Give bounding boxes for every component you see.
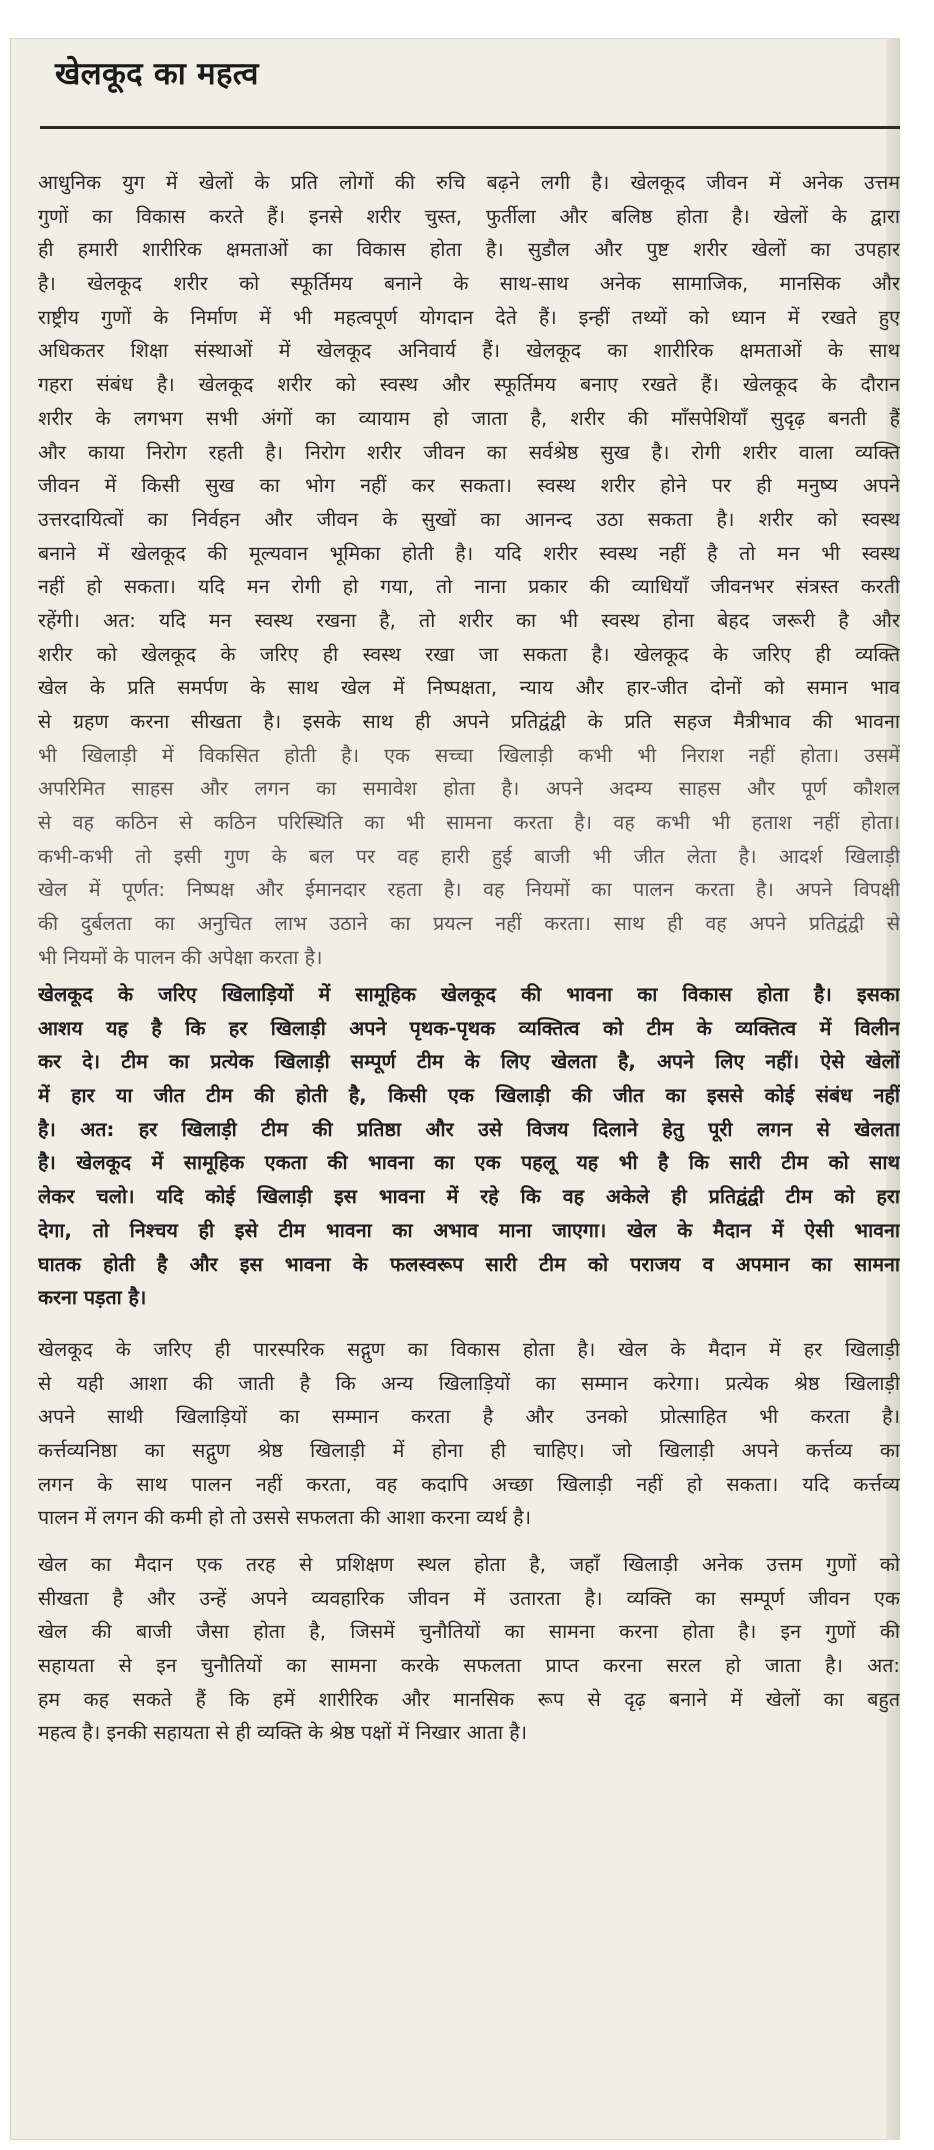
text-line: की दुर्बलता का अनुचित लाभ उठाने का प्रयत्न नहीं करता। साथ ही वह अपने प्रतिद्वंद्वी से <box>38 912 900 936</box>
text-line: अपने साथी खिलाड़ियों का सम्मान करता है और उनको प्रोत्साहित भी करता है। <box>38 1405 900 1429</box>
text-line: रहेंगी। अत: यदि मन स्वस्थ रखना है, तो शरीर का भी स्वस्थ होना बेहद जरूरी है और <box>38 608 900 632</box>
text-line: से ग्रहण करना सीखता है। इसके साथ ही अपने प्रतिद्वंद्वी के प्रति सहज मैत्रीभाव की भावना <box>38 710 900 733</box>
text-line: है। खेलकूद शरीर को स्फूर्तिमय बनाने के साथ-साथ अनेक सामाजिक, मानसिक और <box>38 272 900 296</box>
paragraph-training-ground <box>38 1548 900 1750</box>
text-line: आशय यह है कि हर खिलाड़ी अपने पृथक-पृथक व्यक्तित्व को टीम के व्यक्तित्व में विलीन <box>38 1016 900 1040</box>
text-line: गहरा संबंध है। खेलकूद शरीर को स्वस्थ और स्फूर्तिमय बनाए रखते हैं। खेलकूद के दौरान <box>38 373 900 397</box>
text-line: खेल की बाजी जैसा होता है, जिसमें चुनौतियों का सामना करना होता है। इन गुणों की <box>38 1620 900 1644</box>
paragraph-mutual-virtue <box>38 1333 900 1535</box>
text-line: हम कह सकते हैं कि हमें शारीरिक और मानसिक रूप से दृढ़ बनाने में खेलों का बहुत <box>38 1687 900 1711</box>
paragraph-team-spirit <box>38 978 900 1315</box>
text-line: खेलकूद के जरिए ही पारस्परिक सद्गुण का विकास होता है। खेल के मैदान में हर खिलाड़ी <box>38 1338 900 1361</box>
text-line: करना पड़ता है। <box>38 1286 147 1310</box>
text-line: लेकर चलो। यदि कोई खिलाड़ी इस भावना में रहे कि वह अकेले ही प्रतिद्वंद्वी टीम को हरा <box>38 1185 900 1209</box>
text-line: भी नियमों के पालन की अपेक्षा करता है। <box>38 945 323 969</box>
text-line: भी खिलाड़ी में विकसित होती है। एक सच्चा खिलाड़ी कभी भी निराश नहीं होता। उसमें <box>38 743 900 767</box>
text-line: कर दे। टीम का प्रत्येक खिलाड़ी सम्पूर्ण टीम के लिए खेलता है, अपने लिए नहीं। ऐसे खेलों <box>38 1050 900 1074</box>
text-line: खेल के प्रति समर्पण के साथ खेल में निष्पक्षता, न्याय और हार-जीत दोनों को समान भाव <box>38 676 900 700</box>
text-line: से वह कठिन से कठिन परिस्थिति का भी सामना करता है। वह कभी भी हताश नहीं होता। <box>38 811 900 835</box>
text-line: शरीर को खेलकूद के जरिए ही स्वस्थ रखा जा सकता है। खेलकूद के जरिए ही व्यक्ति <box>38 642 900 666</box>
text-line: और काया निरोग रहती है। निरोग शरीर जीवन का सर्वश्रेष्ठ सुख है। रोगी शरीर वाला व्यक्ति <box>38 440 900 464</box>
text-line: सहायता से इन चुनौतियों का सामना करके सफलता प्राप्त करना सरल हो जाता है। अत: <box>38 1654 900 1678</box>
text-line: से यही आशा की जाती है कि अन्य खिलाड़ियों का सम्मान करेगा। प्रत्येक श्रेष्ठ खिलाड़ी <box>38 1371 900 1395</box>
text-line: सीखता है और उन्हें अपने व्यवहारिक जीवन में उतारता है। व्यक्ति का सम्पूर्ण जीवन एक <box>38 1586 900 1610</box>
text-line: खेलकूद के जरिए खिलाड़ियों में सामूहिक खेलकूद की भावना का विकास होता है। इसका <box>38 983 900 1006</box>
text-line: शरीर के लगभग सभी अंगों का व्यायाम हो जाता है, शरीर की माँसपेशियाँ सुदृढ़ बनती हैं <box>38 406 900 430</box>
text-line: राष्ट्रीय गुणों के निर्माण में भी महत्वपूर्ण योगदान देते हैं। इन्हीं तथ्यों को ध्यान में रखते हुए <box>38 305 900 329</box>
text-line: है। खेलकूद में सामूहिक एकता की भावना का एक पहलू यह भी है कि सारी टीम को साथ <box>38 1151 900 1175</box>
paragraph-importance-of-sports <box>38 166 900 975</box>
text-line: नहीं हो सकता। यदि मन रोगी हो गया, तो नाना प्रकार की व्याधियाँ जीवनभर संत्रस्त करती <box>38 575 900 599</box>
text-line: खेल का मैदान एक तरह से प्रशिक्षण स्थल होता है, जहाँ खिलाड़ी अनेक उत्तम गुणों को <box>38 1553 900 1576</box>
text-line: है। अत: हर खिलाड़ी टीम की प्रतिष्ठा और उसे विजय दिलाने हेतु पूरी लगन से खेलता <box>38 1117 900 1141</box>
text-line: लगन के साथ पालन नहीं करता, वह कदापि अच्छा खिलाड़ी नहीं हो सकता। यदि कर्त्तव्य <box>38 1472 900 1496</box>
text-line: अधिकतर शिक्षा संस्थाओं में खेलकूद अनिवार्य हैं। खेलकूद का शारीरिक क्षमताओं के साथ <box>38 339 900 363</box>
text-line: खेल में पूर्णत: निष्पक्ष और ईमानदार रहता है। वह नियमों का पालन करता है। अपने विपक्षी <box>38 878 900 902</box>
text-line: महत्व है। इनकी सहायता से ही व्यक्ति के श्रेष्ठ पक्षों में निखार आता है। <box>38 1721 528 1745</box>
text-line: उत्तरदायित्वों का निर्वहन और जीवन के सुखों का आनन्द उठा सकता है। शरीर को स्वस्थ <box>38 507 900 531</box>
text-line: ही हमारी शारीरिक क्षमताओं का विकास होता है। सुडौल और पुष्ट शरीर खेलों का उपहार <box>38 238 900 262</box>
text-line: में हार या जीत टीम की होती है, किसी एक खिलाड़ी की जीत का इससे कोई संबंध नहीं <box>38 1084 900 1108</box>
text-line: कर्त्तव्यनिष्ठा का सद्गुण श्रेष्ठ खिलाड़ी में होना ही चाहिए। जो खिलाड़ी अपने कर्त्तव्य का <box>38 1439 900 1463</box>
title-underline <box>40 126 900 129</box>
text-line: गुणों का विकास करते हैं। इनसे शरीर चुस्त, फुर्तीला और बलिष्ठ होता है। खेलों के द्वारा <box>38 204 900 228</box>
text-line: पालन में लगन की कमी हो तो उससे सफलता की आशा करना व्यर्थ है। <box>38 1506 532 1530</box>
text-line: बनाने में खेलकूद की मूल्यवान भूमिका होती है। यदि शरीर स्वस्थ नहीं है तो मन भी स्वस्थ <box>38 541 900 565</box>
text-line: देगा, तो निश्चय ही इसे टीम भावना का अभाव माना जाएगा। खेल के मैदान में ऐसी भावना <box>38 1218 900 1242</box>
text-line: आधुनिक युग में खेलों के प्रति लोगों की रुचि बढ़ने लगी है। खेलकूद जीवन में अनेक उत्तम <box>38 171 900 194</box>
text-line: घातक होती है और इस भावना के फलस्वरूप सारी टीम को पराजय व अपमान का सामना <box>38 1252 900 1276</box>
text-line: जीवन में किसी सुख का भोग नहीं कर सकता। स्वस्थ शरीर होने पर ही मनुष्य अपने <box>38 474 900 498</box>
page-title: खेलकूद का महत्व <box>55 56 259 92</box>
text-line: कभी-कभी तो इसी गुण के बल पर वह हारी हुई बाजी भी जीत लेता है। आदर्श खिलाड़ी <box>38 844 900 868</box>
scanned-page <box>10 38 900 2140</box>
text-line: अपरिमित साहस और लगन का समावेश होता है। अपने अदम्य साहस और पूर्ण कौशल <box>38 777 900 801</box>
